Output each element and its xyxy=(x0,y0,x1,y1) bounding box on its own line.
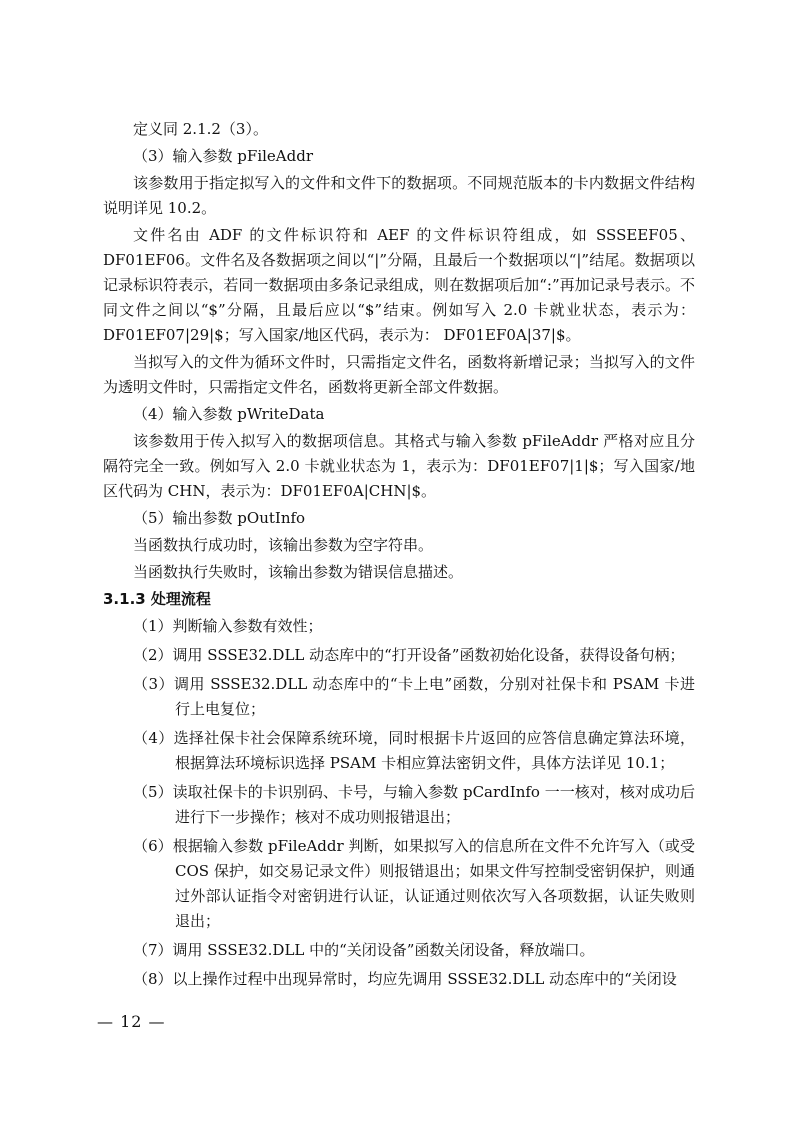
process-step: （5）读取社保卡的卡识别码、卡号，与输入参数 pCardInfo 一一核对，核对成功后进行下一步操作；核对不成功则报错退出； xyxy=(133,783,695,826)
paragraph-pfileaddr-file-types: 当拟写入的文件为循环文件时，只需指定文件名，函数将新增记录；当拟写入的文件为透明文件时，只需指定文件名，函数将更新全部文件数据。 xyxy=(103,353,695,396)
page-content xyxy=(103,117,695,996)
paragraph-pfileaddr-purpose: 该参数用于指定拟写入的文件和文件下的数据项。不同规范版本的卡内数据文件结构说明详见 10.2。 xyxy=(103,174,695,217)
process-step: （4）选择社保卡社会保障系统环境，同时根据卡片返回的应答信息确定算法环境，根据算法环境标识选择 PSAM 卡相应算法密钥文件，具体方法详见 10.1； xyxy=(133,729,695,772)
paragraph-definition-ref: 定义同 2.1.2（3）。 xyxy=(133,120,268,138)
process-step: （1）判断输入参数有效性； xyxy=(133,617,323,635)
process-step: （7）调用 SSSE32.DLL 中的“关闭设备”函数关闭设备，释放端口。 xyxy=(133,941,595,959)
process-step: （8）以上操作过程中出现异常时，均应先调用 SSSE32.DLL 动态库中的“关闭设 xyxy=(133,970,677,988)
section-heading: 3.1.3 处理流程 xyxy=(103,590,211,608)
process-step: （6）根据输入参数 pFileAddr 判断，如果拟写入的信息所在文件不允许写入（或受 COS 保护，如交易记录文件）则报错退出；如果文件写控制受密钥保护，则通过外部认证指令对密钥进行认证，认证通过则依次写入各项数据，认证失败则退出； xyxy=(133,837,695,930)
paragraph-pfileaddr-format: 文件名由 ADF 的文件标识符和 AEF 的文件标识符组成，如 SSSEEF05、DF01EF06。文件名及各数据项之间以“|”分隔，且最后一个数据项以“|”结尾。数据项以记录标识符表示，若同一数据项由多条记录组成，则在数据项后加“:”再加记录号表示。不同文件之间以“$”分隔，且最后应以“$”结束。例如写入 2.0 卡就业状态，表示为：DF01EF07|29|$；写入国家/地区代码，表示为： DF01EF0A|37|$。 xyxy=(103,226,695,344)
process-step: （3）调用 SSSE32.DLL 动态库中的“卡上电”函数，分别对社保卡和 PSAM 卡进行上电复位； xyxy=(133,675,695,718)
process-step: （2）调用 SSSE32.DLL 动态库中的“打开设备”函数初始化设备，获得设备句柄； xyxy=(133,646,685,664)
subheading-poutinfo: （5）输出参数 pOutInfo xyxy=(133,509,306,527)
page-number-footer: — 12 — xyxy=(97,1012,166,1031)
paragraph-poutinfo-failure: 当函数执行失败时，该输出参数为错误信息描述。 xyxy=(133,563,464,581)
paragraph-poutinfo-success: 当函数执行成功时，该输出参数为空字符串。 xyxy=(133,536,434,554)
subheading-pfileaddr: （3）输入参数 pFileAddr xyxy=(133,147,314,165)
paragraph-pwritedata-desc: 该参数用于传入拟写入的数据项信息。其格式与输入参数 pFileAddr 严格对应且分隔符完全一致。例如写入 2.0 卡就业状态为 1，表示为：DF01EF07|1|$；写入国家/地区代码为 CHN，表示为：DF01EF0A|CHN|$。 xyxy=(103,432,695,500)
subheading-pwritedata: （4）输入参数 pWriteData xyxy=(133,405,325,423)
